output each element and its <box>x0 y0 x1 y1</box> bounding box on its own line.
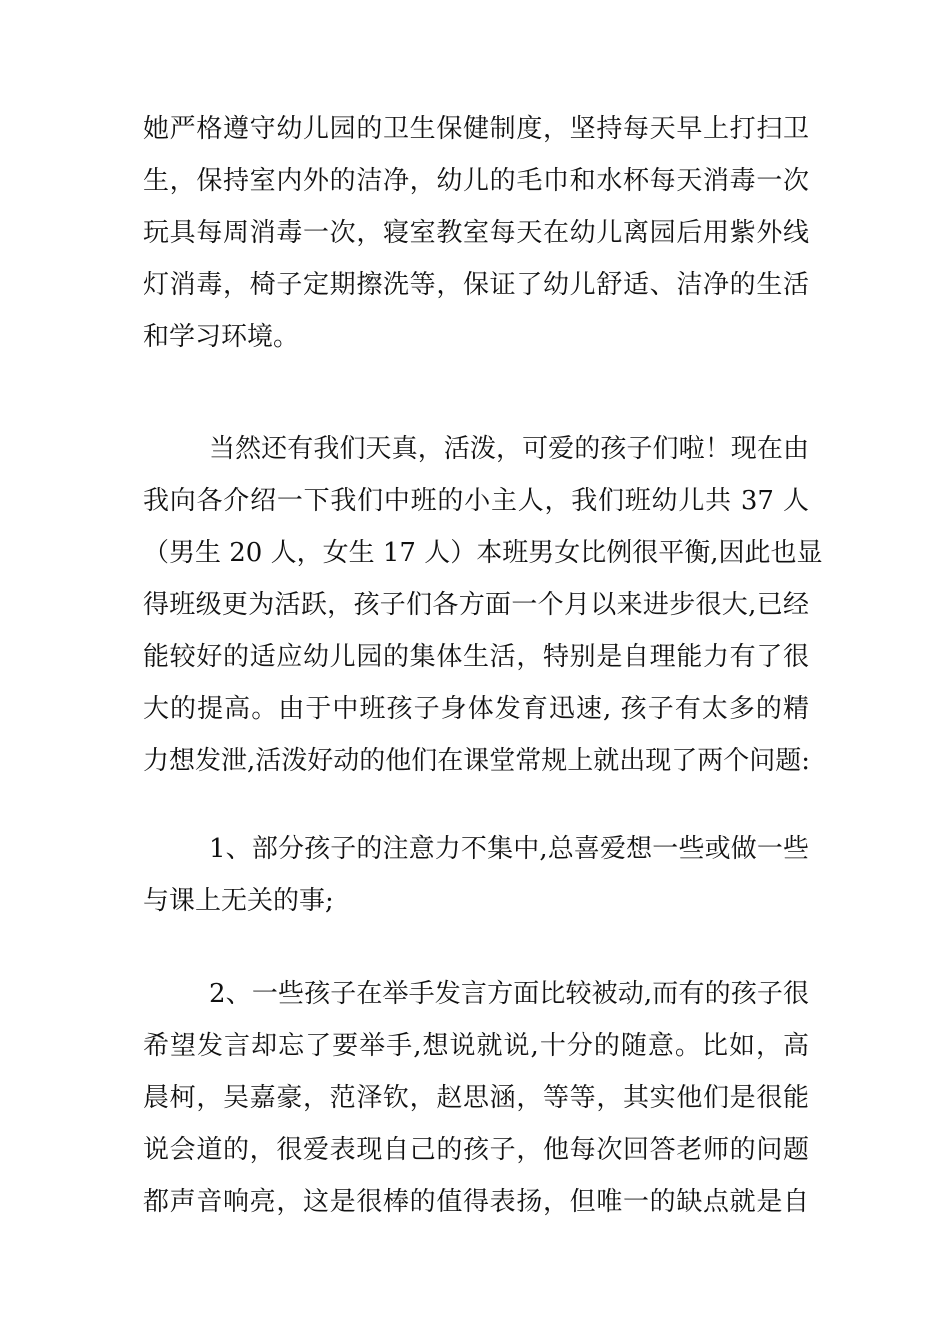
text-line: 玩具每周消毒一次，寝室教室每天在幼儿离园后用紫外线 <box>143 218 809 248</box>
text-line: （男生 20 人，女生 17 人）本班男女比例很平衡,因此也显 <box>143 538 823 568</box>
text-line: 与课上无关的事; <box>143 886 334 916</box>
text-line: 2、一些孩子在举手发言方面比较被动,而有的孩子很 <box>209 979 809 1009</box>
text-line: 能较好的适应幼儿园的集体生活，特别是自理能力有了很 <box>143 642 809 672</box>
text-line: 大的提高。由于中班孩子身体发育迅速, 孩子有太多的精 <box>143 694 809 724</box>
text-line: 当然还有我们天真，活泼，可爱的孩子们啦！现在由 <box>209 434 809 464</box>
text-line: 希望发言却忘了要举手,想说就说,十分的随意。比如，高 <box>143 1031 809 1061</box>
text-line: 生，保持室内外的洁净，幼儿的毛巾和水杯每天消毒一次 <box>143 166 809 196</box>
text-line: 1、部分孩子的注意力不集中,总喜爱想一些或做一些 <box>209 834 809 864</box>
text-line: 说会道的，很爱表现自己的孩子，他每次回答老师的问题 <box>143 1135 809 1165</box>
text-line: 力想发泄,活泼好动的他们在课堂常规上就出现了两个问题: <box>143 746 811 776</box>
paragraph-problem-1 <box>143 823 809 927</box>
paragraph-hygiene <box>143 103 809 363</box>
text-line: 都声音响亮，这是很棒的值得表扬，但唯一的缺点就是自 <box>143 1187 809 1217</box>
paragraph-children-intro <box>143 423 823 787</box>
text-line: 得班级更为活跃，孩子们各方面一个月以来进步很大,已经 <box>143 590 809 620</box>
text-line: 灯消毒，椅子定期擦洗等，保证了幼儿舒适、洁净的生活 <box>143 270 809 300</box>
paragraph-problem-2 <box>143 968 809 1228</box>
text-line: 和学习环境。 <box>143 322 300 352</box>
text-line: 她严格遵守幼儿园的卫生保健制度，坚持每天早上打扫卫 <box>143 114 809 144</box>
text-line: 晨柯，吴嘉豪，范泽钦，赵思涵，等等，其实他们是很能 <box>143 1083 809 1113</box>
text-line: 我向各介绍一下我们中班的小主人，我们班幼儿共 37 人 <box>143 486 809 516</box>
